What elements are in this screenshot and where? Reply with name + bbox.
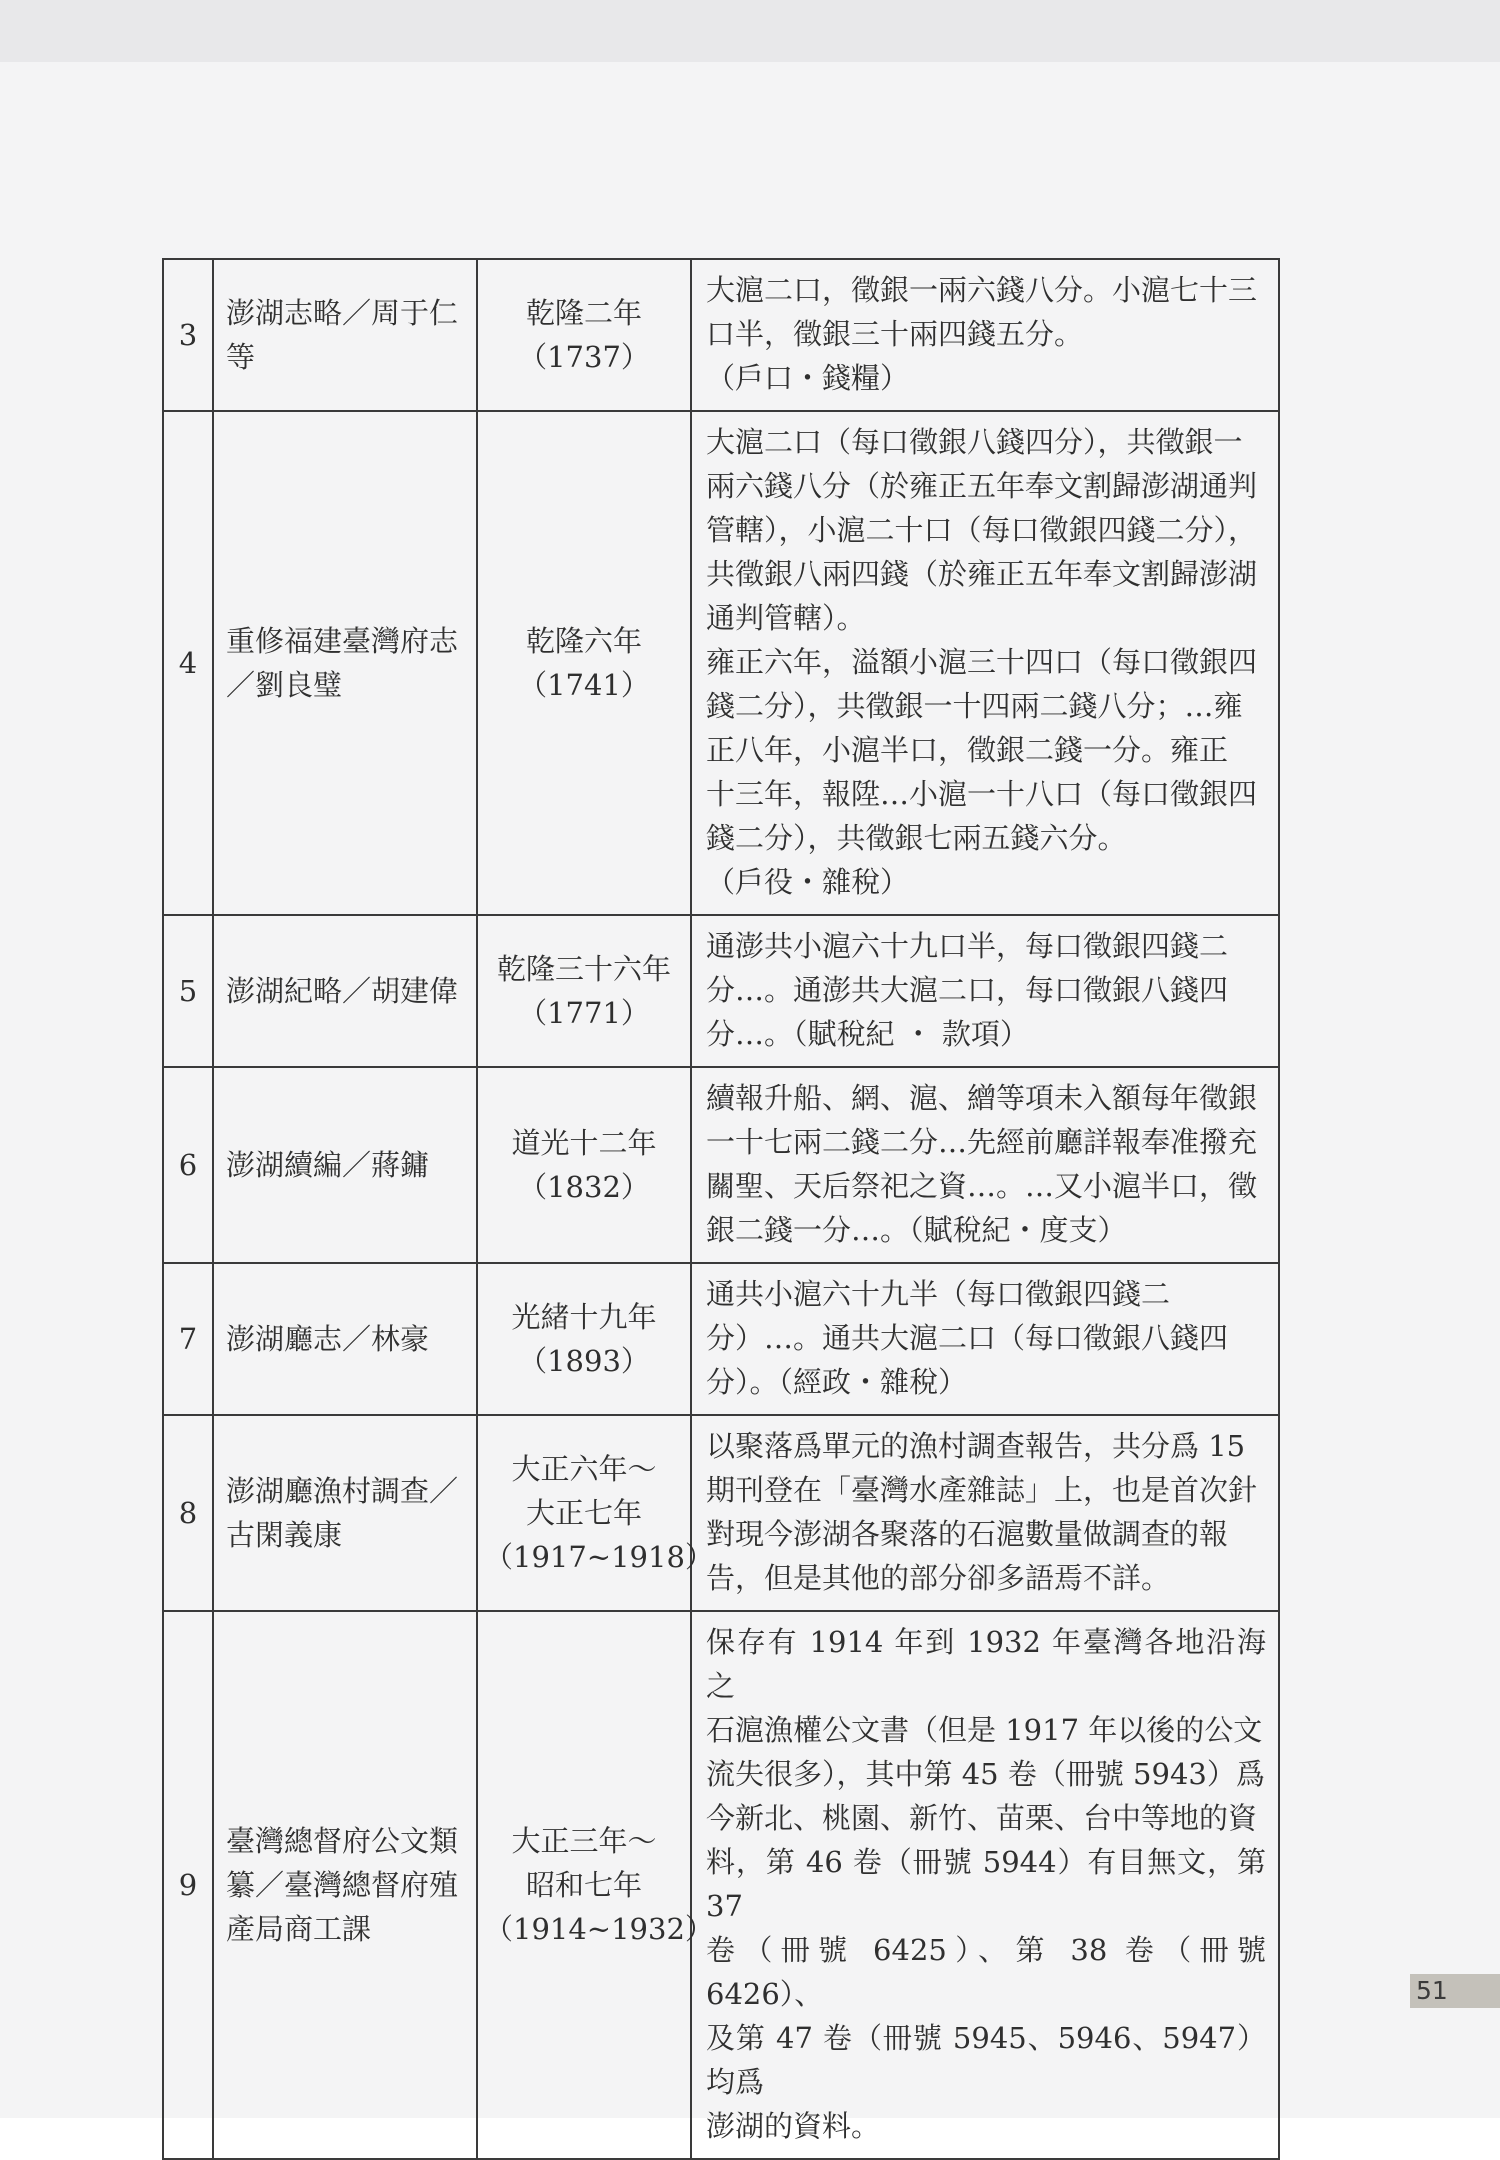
table-row (163, 1263, 1279, 1415)
row-number: 6 (163, 1067, 213, 1263)
record-content (691, 411, 1279, 915)
record-content-line: 錢二分），共徵銀七兩五錢六分。 (706, 821, 1127, 855)
record-title (213, 411, 477, 915)
record-content-line: 石滬漁權公文書（但是 1917 年以後的公文 (706, 1713, 1263, 1747)
records-table (162, 258, 1280, 2160)
record-content-line: 關聖、天后祭祀之資…。…又小滬半口，徵 (706, 1169, 1258, 1203)
record-content-line: 卷（冊號 6425）、第 38 卷（冊號 6426）、 (706, 1933, 1266, 2011)
record-content-line: 續報升船、網、滬、繒等項未入額每年徵銀 (706, 1081, 1258, 1115)
table-row (163, 915, 1279, 1067)
record-title-line: 重修福建臺灣府志 (226, 624, 459, 658)
record-content-line: 銀二錢一分…。（賦稅紀・度支） (706, 1213, 1127, 1247)
record-content (691, 1611, 1279, 2159)
record-content-line: （戶口・錢糧） (706, 361, 910, 395)
records-table-body (163, 259, 1279, 2159)
record-date-line: 大正七年 (525, 1496, 642, 1530)
record-title-line: 古閑義康 (226, 1518, 343, 1552)
record-content (691, 1415, 1279, 1611)
record-date-line: （1832） (518, 1170, 650, 1204)
record-content-line: 今新北、桃園、新竹、苗栗、台中等地的資 (706, 1801, 1258, 1835)
record-title (213, 1611, 477, 2159)
record-content (691, 1067, 1279, 1263)
record-date-line: 昭和七年 (525, 1868, 642, 1902)
record-date-line: 大正六年～ (511, 1452, 657, 1486)
record-date-line: （1893） (518, 1344, 650, 1378)
record-title (213, 1067, 477, 1263)
record-content (691, 915, 1279, 1067)
row-number: 4 (163, 411, 213, 915)
record-date (477, 259, 691, 411)
record-content-line: 通共小滬六十九半（每口徵銀四錢二 (706, 1277, 1171, 1311)
record-content-line: 大滬二口，徵銀一兩六錢八分。小滬七十三 (706, 273, 1258, 307)
page-number: 51 (1410, 1974, 1500, 2008)
record-date-line: （1771） (518, 996, 650, 1030)
table-row (163, 411, 1279, 915)
record-content-line: 錢二分），共徵銀一十四兩二錢八分；…雍 (706, 689, 1243, 723)
record-content-line: 口半，徵銀三十兩四錢五分。 (706, 317, 1084, 351)
record-title (213, 1415, 477, 1611)
row-number: 7 (163, 1263, 213, 1415)
record-date-line: 道光十二年 (511, 1126, 657, 1160)
row-number: 8 (163, 1415, 213, 1611)
record-content-line: 分）。（經政・雜稅） (706, 1365, 968, 1399)
record-date-line: （1737） (518, 340, 650, 374)
record-content (691, 1263, 1279, 1415)
record-content-line: 料，第 46 卷（冊號 5944）有目無文，第 37 (706, 1845, 1266, 1923)
record-date (477, 411, 691, 915)
record-content-line: 十三年，報陞…小滬一十八口（每口徵銀四 (706, 777, 1258, 811)
record-date-line: 乾隆三十六年 (496, 952, 671, 986)
record-date-line: 乾隆二年 (525, 296, 642, 330)
record-date-line: 大正三年～ (511, 1824, 657, 1858)
record-date-line: （1917~1918） (484, 1540, 714, 1574)
record-date (477, 1263, 691, 1415)
record-content-line: 期刊登在「臺灣水產雜誌」上，也是首次針 (706, 1473, 1258, 1507)
record-date-line: （1741） (518, 668, 650, 702)
record-title-line: 等 (226, 340, 256, 374)
table-row (163, 1067, 1279, 1263)
record-title-line: 澎湖廳志／林豪 (226, 1322, 430, 1356)
record-date (477, 1415, 714, 1611)
row-number: 3 (163, 259, 213, 411)
record-content-line: 澎湖的資料。 (706, 2109, 881, 2143)
record-content-line: 雍正六年，溢額小滬三十四口（每口徵銀四 (706, 645, 1258, 679)
record-title-line: 澎湖續編／蔣鏞 (226, 1148, 430, 1182)
record-date-line: （1914~1932） (484, 1912, 714, 1946)
record-content-line: 管轄），小滬二十口（每口徵銀四錢二分）， (706, 513, 1258, 547)
record-content-line: 流失很多），其中第 45 卷（冊號 5943）爲 (706, 1757, 1265, 1791)
record-title-line: 纂／臺灣總督府殖 (226, 1868, 459, 1902)
record-title-line: ／劉良璧 (226, 668, 343, 702)
record-title-line: 澎湖志略／周于仁 (226, 296, 459, 330)
record-date-line: 乾隆六年 (525, 624, 642, 658)
record-content-line: 對現今澎湖各聚落的石滬數量做調查的報 (706, 1517, 1229, 1551)
record-content-line: 一十七兩二錢二分…先經前廳詳報奉准撥充 (706, 1125, 1258, 1159)
row-number: 5 (163, 915, 213, 1067)
record-content-line: 分…。（賦稅紀 ・ 款項） (706, 1017, 1029, 1051)
record-content-line: 分）…。通共大滬二口（每口徵銀八錢四 (706, 1321, 1229, 1355)
record-content-line: （戶役・雜稅） (706, 865, 910, 899)
record-title-line: 產局商工課 (226, 1912, 372, 1946)
top-band (0, 0, 1500, 62)
record-content-line: 大滬二口（每口徵銀八錢四分），共徵銀一 (706, 425, 1243, 459)
record-date (477, 1067, 691, 1263)
record-title (213, 915, 477, 1067)
record-content-line: 以聚落爲單元的漁村調查報告，共分爲 15 (706, 1429, 1246, 1463)
record-date (477, 915, 691, 1067)
record-date-line: 光緒十九年 (511, 1300, 657, 1334)
record-content-line: 分…。通澎共大滬二口，每口徵銀八錢四 (706, 973, 1229, 1007)
record-date (477, 1611, 714, 2159)
record-content-line: 共徵銀八兩四錢（於雍正五年奉文割歸澎湖 (706, 557, 1258, 591)
record-content-line: 保存有 1914 年到 1932 年臺灣各地沿海之 (706, 1625, 1266, 1703)
record-content-line: 通判管轄）。 (706, 601, 866, 635)
record-title-line: 澎湖紀略／胡建偉 (226, 974, 459, 1008)
record-title (213, 1263, 477, 1415)
record-title-line: 澎湖廳漁村調查／ (226, 1474, 459, 1508)
record-title-line: 臺灣總督府公文類 (226, 1824, 459, 1858)
record-content-line: 告，但是其他的部分卻多語焉不詳。 (706, 1561, 1171, 1595)
row-number: 9 (163, 1611, 213, 2159)
record-content-line: 正八年，小滬半口，徵銀二錢一分。雍正 (706, 733, 1229, 767)
table-row (163, 1611, 1279, 2159)
record-content-line: 兩六錢八分（於雍正五年奉文割歸澎湖通判 (706, 469, 1258, 503)
record-content-line: 通澎共小滬六十九口半，每口徵銀四錢二 (706, 929, 1229, 963)
record-content (691, 259, 1279, 411)
table-row (163, 1415, 1279, 1611)
record-title (213, 259, 477, 411)
table-row (163, 259, 1279, 411)
record-content-line: 及第 47 卷（冊號 5945、5946、5947）均爲 (706, 2021, 1266, 2099)
